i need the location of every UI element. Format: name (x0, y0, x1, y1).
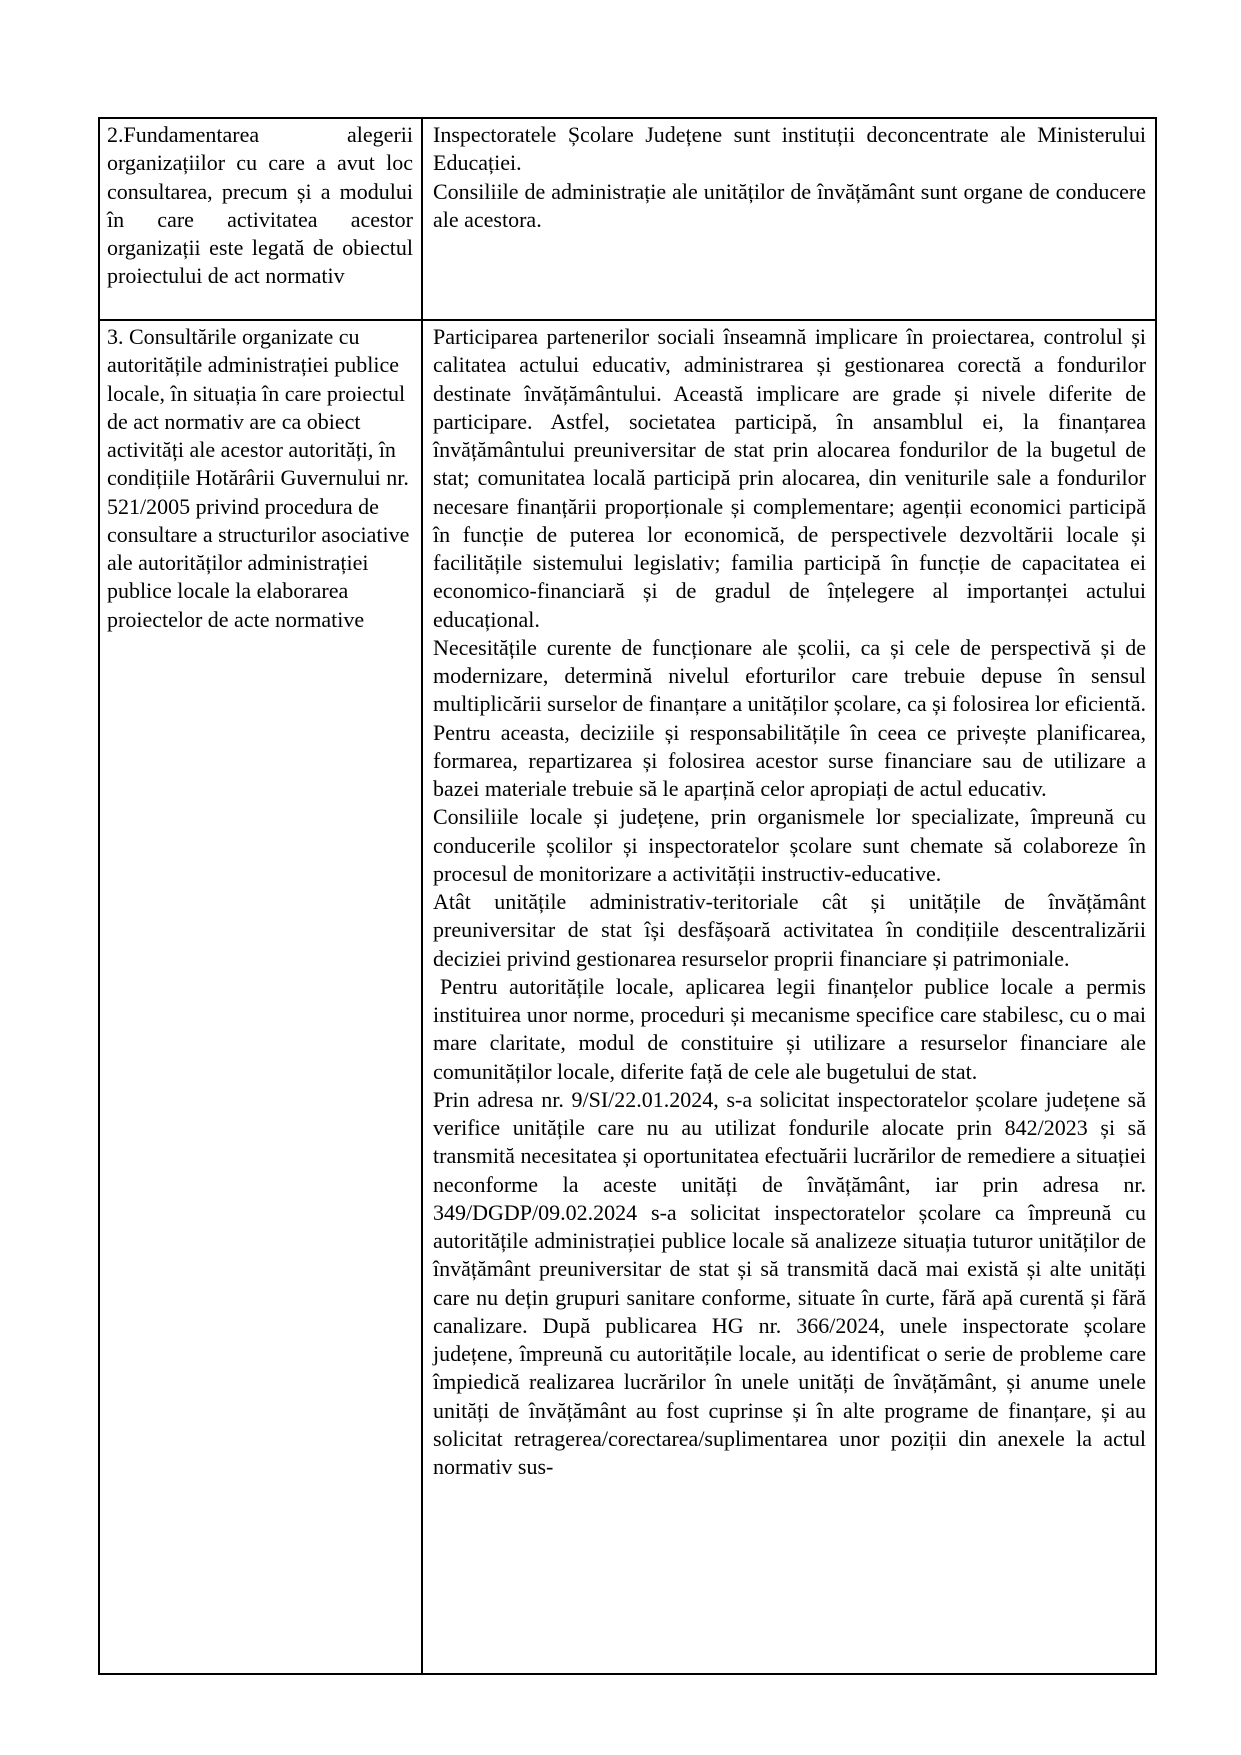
paragraph: Consiliile locale și județene, prin organismele lor specializate, împreună cu conducerile școlilor și inspectoratelor școlare sunt chemate să colaboreze în procesul de monitorizare a activității instructiv-educative. (433, 804, 1146, 886)
row-2-content-cell (423, 119, 1155, 321)
row-2-label-cell: 2.Fundamentarea alegerii organizațiilor cu care a avut loc consultarea, precum și a modului în care activitatea acestor organizații este legată de obiectul proiectului de act normativ (100, 119, 423, 321)
paragraph: Atât unitățile administrativ-teritoriale cât și unitățile de învățământ preuniversitar de stat își desfășoară activitatea în condițiile descentralizării deciziei privind gestionarea resurselor proprii financiare și patrimoniale. (433, 889, 1146, 971)
fundamentare-consultation-table (98, 117, 1157, 1675)
row-3-label-cell: 3. Consultările organizate cu autoritățile administrației publice locale, în situația în care proiectul de act normativ are ca obiect activități ale acestor autorități, în condițiile Hotărârii Guvernului nr. 521/2005 privind procedura de consultare a structurilor asociative ale autorităților administrației publice locale la elaborarea proiectelor de acte normative (100, 321, 423, 1673)
paragraph: Participarea partenerilor sociali înseamnă implicare în proiectarea, controlul și calitatea actului educativ, administrarea și gestionarea corectă a fondurilor destinate învățământului. Această implicare are grade și nivele diferite de participare. Astfel, societatea participă, în ansamblul ei, la finanțarea învățământului preuniversitar de stat prin alocarea fondurilor de la bugetul de stat; comunitatea locală participă prin alocarea, din veniturile sale a fondurilor necesare finanțării proporționale și complementare; agenții economici participă în funcție de puterea lor economică, de perspectivele dezvoltării locale și facilitățile sistemului legislativ; familia participă în funcție de capacitatea ei economico-financiară și de gradul de înțelegere al importanței actului educațional. (433, 324, 1146, 632)
paragraph: Necesitățile curente de funcționare ale școlii, ca și cele de perspectivă și de modernizare, determină nivelul eforturilor care trebuie depuse în sensul multiplicării surselor de finanțare a unităților școlare, ca și folosirea lor eficientă. Pentru aceasta, deciziile și responsabilitățile în ceea ce privește planificarea, formarea, repartizarea și folosirea acestor surse financiare sau de utilizare a bazei materiale trebuie să le aparțină celor apropiați de actul educativ. (433, 634, 1146, 801)
paragraph: Inspectoratele Școlare Județene sunt instituții deconcentrate ale Ministerului Educației. (433, 122, 1146, 176)
paragraph: Pentru autoritățile locale, aplicarea legii finanțelor publice locale a permis instituirea unor norme, proceduri și mecanisme specifice care stabilesc, cu o mai mare claritate, modul de constituire și utilizare a resurselor financiare ale comunităților locale, diferite față de cele ale bugetului de stat. (433, 973, 1146, 1084)
paragraph: Prin adresa nr. 9/SI/22.01.2024, s-a solicitat inspectoratelor școlare județene să verifice unitățile care nu au utilizat fondurile alocate prin 842/2023 și să transmită necesitatea și oportunitatea efectuării lucrărilor de remediere a situației neconforme la aceste unități de învățământ, iar prin adresa nr. 349/DGDP/09.02.2024 s-a solicitat inspectoratelor școlare ca împreună cu autoritățile administrației publice locale să analizeze situația tuturor unităților de învățământ preuniversitar de stat și să transmită dacă mai există și alte unități care nu dețin grupuri sanitare conforme, situate în curte, fără apă curentă și fără canalizare. După publicarea HG nr. 366/2024, unele inspectorate școlare județene, împreună cu autoritățile locale, au identificat o serie de probleme care împiedică realizarea lucrărilor în unele unități de învățământ, și anume unele unități de învățământ au fost cuprinse și în alte programe de finanțare, și au solicitat retragerea/corectarea/suplimentarea unor poziții din anexele la actul normativ sus- (433, 1086, 1146, 1479)
row-3-content-cell (423, 321, 1155, 1673)
paragraph: Consiliile de administrație ale unităților de învățământ sunt organe de conducere ale acestora. (433, 178, 1146, 232)
